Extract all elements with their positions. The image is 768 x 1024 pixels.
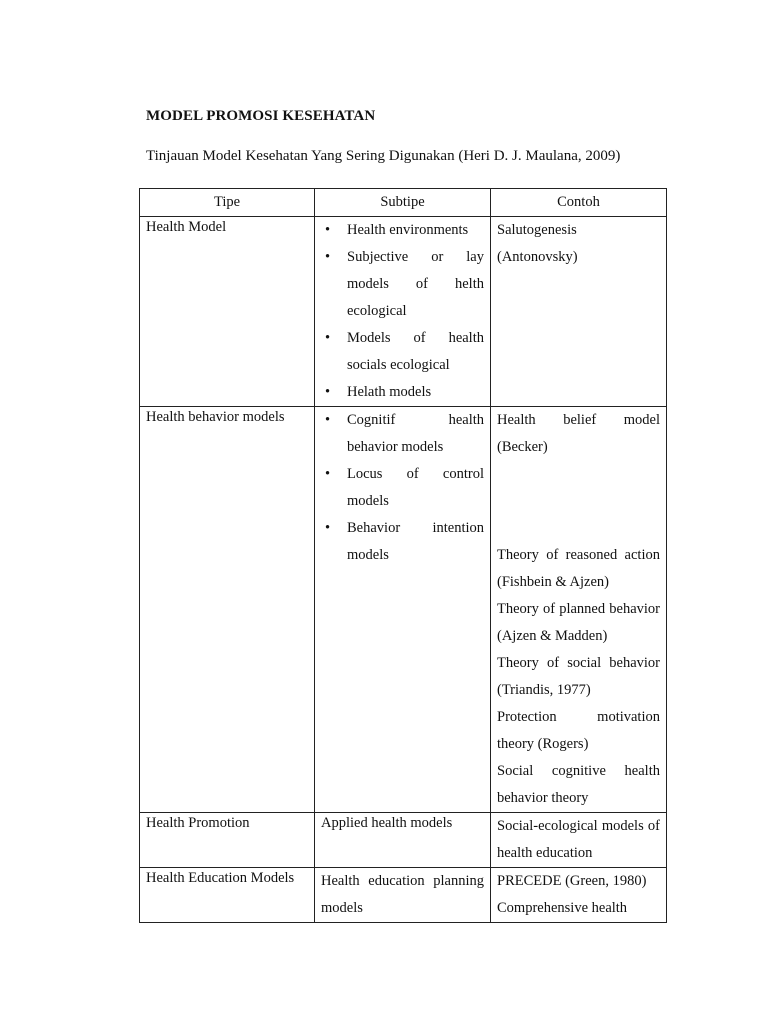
subtipe-text: Health education planning models [321, 873, 484, 916]
example-text: Social cognitive health behavior theory [497, 763, 660, 806]
example-text: Social-ecological models of health education [497, 818, 660, 861]
models-table [139, 188, 667, 923]
tipe-cell: Health behavior models [140, 407, 315, 813]
subtipe-cell [315, 407, 491, 813]
list-item: • Models of health socials ecological [321, 325, 484, 379]
table-row [140, 407, 667, 813]
contoh-cell [491, 217, 667, 407]
example-text: Health belief model (Becker) [497, 412, 660, 455]
header-subtipe: Subtipe [315, 189, 491, 217]
table-row [140, 813, 667, 868]
example-text: Theory of reasoned action (Fishbein & Ajzen) [497, 547, 660, 590]
list-item: • Locus of control models [321, 461, 484, 515]
contoh-cell [491, 407, 667, 813]
example-text: Theory of planned behavior (Ajzen & Madden) [497, 601, 660, 644]
subtipe-cell [315, 868, 491, 923]
document-title: MODEL PROMOSI KESEHATAN [146, 108, 376, 124]
example-text: PRECEDE (Green, 1980) [497, 873, 647, 889]
list-item: • Cognitif health behavior models [321, 407, 484, 461]
table-row [140, 217, 667, 407]
subtipe-cell: Applied health models [315, 813, 491, 868]
header-contoh: Contoh [491, 189, 667, 217]
example-text: Protection motivation theory (Rogers) [497, 709, 660, 752]
example-text: Salutogenesis (Antonovsky) [497, 222, 578, 265]
table-row [140, 868, 667, 923]
header-tipe: Tipe [140, 189, 315, 217]
contoh-cell [491, 868, 667, 923]
document-subtitle: Tinjauan Model Kesehatan Yang Sering Digunakan (Heri D. J. Maulana, 2009) [146, 148, 621, 164]
tipe-cell: Health Model [140, 217, 315, 407]
subtipe-list [321, 217, 484, 406]
list-item: • Health environments [321, 217, 484, 244]
contoh-cell [491, 813, 667, 868]
subtipe-cell [315, 217, 491, 407]
list-item: • Helath models [321, 379, 484, 406]
spacer [497, 461, 660, 542]
list-item: • Behavior intention models [321, 515, 484, 569]
tipe-cell: Health Education Models [140, 868, 315, 923]
subtipe-list [321, 407, 484, 569]
example-text: Theory of social behavior (Triandis, 1977) [497, 655, 660, 698]
tipe-cell: Health Promotion [140, 813, 315, 868]
example-text: Comprehensive health [497, 900, 628, 916]
table-header-row [140, 189, 667, 217]
list-item: • Subjective or lay models of helth ecological [321, 244, 484, 325]
